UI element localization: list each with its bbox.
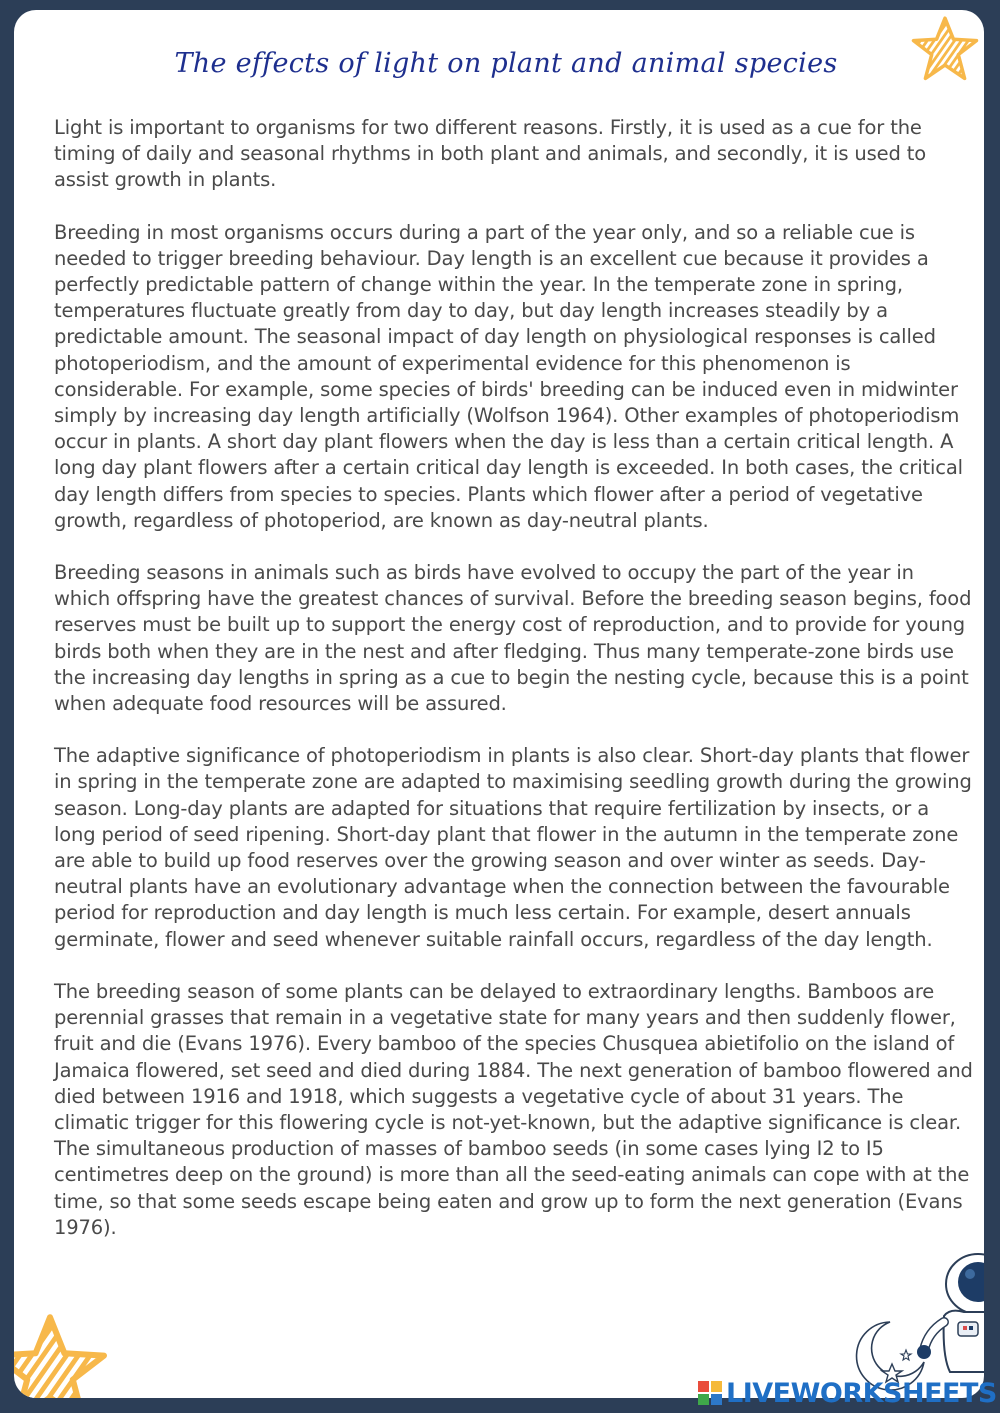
- star-icon: [910, 14, 980, 84]
- worksheet-page: [14, 10, 984, 1398]
- page-title: The effects of light on plant and animal species: [174, 48, 838, 79]
- paragraph-5: The breeding season of some plants can be delayed to extraordinary lengths. Bamboos are perennial grasses that remain in a vegetative state for many years and then suddenly flower, fruit and die (Evans 1976). Every bamboo of the species Chusquea abietifolio on the island of Jamaica flowered, set seed and died during 1884. The next generation of bamboo flowered and died between 1916 and 1918, which suggests a vegetative cycle of about 31 years. The climatic trigger for this flowering cycle is not-yet-known, but the adaptive significance is clear. The simultaneous production of masses of bamboo seeds (in some cases lying I2 to I5 centimetres deep on the ground) is more than all the seed-eating animals can cope with at the time, so that some seeds escape being eaten and grow up to form the next generation (Evans 1976).: [54, 979, 973, 1239]
- astronaut-icon: [914, 1246, 984, 1376]
- paragraph-3: Breeding seasons in animals such as birds have evolved to occupy the part of the year in which offspring have the greatest chances of survival. Before the breeding season begins, food reserves must be built up to support the energy cost of reproduction, and to provide for young birds both when they are in the nest and after fledging. Thus many temperate-zone birds use the increasing day lengths in spring as a cue to begin the nesting cycle, because this is a point when adequate food resources will be assured.: [54, 561, 972, 716]
- paragraph-2: Breeding in most organisms occurs during a part of the year only, and so a reliable cue is needed to trigger breeding behaviour. Day length is an excellent cue because it provides a perfectly predictable pattern of change within the year. In the temperate zone in spring, temperatures fluctuate greatly from day to day, but day length increases steadily by a predictable amount. The seasonal impact of day length on physiological responses is called photoperiodism, and the amount of experimental evidence for this phenomenon is considerable. For example, some species of birds' breeding can be induced even in midwinter simply by increasing day length artificially (Wolfson 1964). Other examples of photoperiodism occur in plants. A short day plant flowers when the day is less than a certain critical length. A long day plant flowers after a certain critical day length is exceeded. In both cases, the critical day length differs from species to species. Plants which flower after a period of vegetative growth, regardless of photoperiod, are known as day-neutral plants.: [54, 220, 963, 532]
- liveworksheets-logo-icon: [698, 1381, 722, 1405]
- star-icon: [14, 1310, 110, 1398]
- brand-wordmark: LIVEWORKSHEETS: [726, 1377, 997, 1409]
- paragraph-1: Light is important to organisms for two different reasons. Firstly, it is used as a cue for the timing of daily and seasonal rhythms in both plant and animals, and secondly, it is used to assist growth in plants.: [54, 116, 927, 192]
- paragraph-4: The adaptive significance of photoperiodism in plants is also clear. Short-day plants that flower in spring in the temperate zone are adapted to maximising seedling growth during the growing season. Long-day plants are adapted for situations that require fertilization by insects, or a long period of seed ripening. Short-day plant that flower in the autumn in the temperate zone are able to build up food reserves over the growing season and over winter as seeds. Day-neutral plants have an evolutionary advantage when the connection between the favourable period for reproduction and day length is much less certain. For example, desert annuals germinate, flower and seed whenever suitable rainfall occurs, regardless of the day length.: [54, 744, 972, 951]
- article-body: [54, 115, 974, 1267]
- liveworksheets-brand: [698, 1376, 997, 1410]
